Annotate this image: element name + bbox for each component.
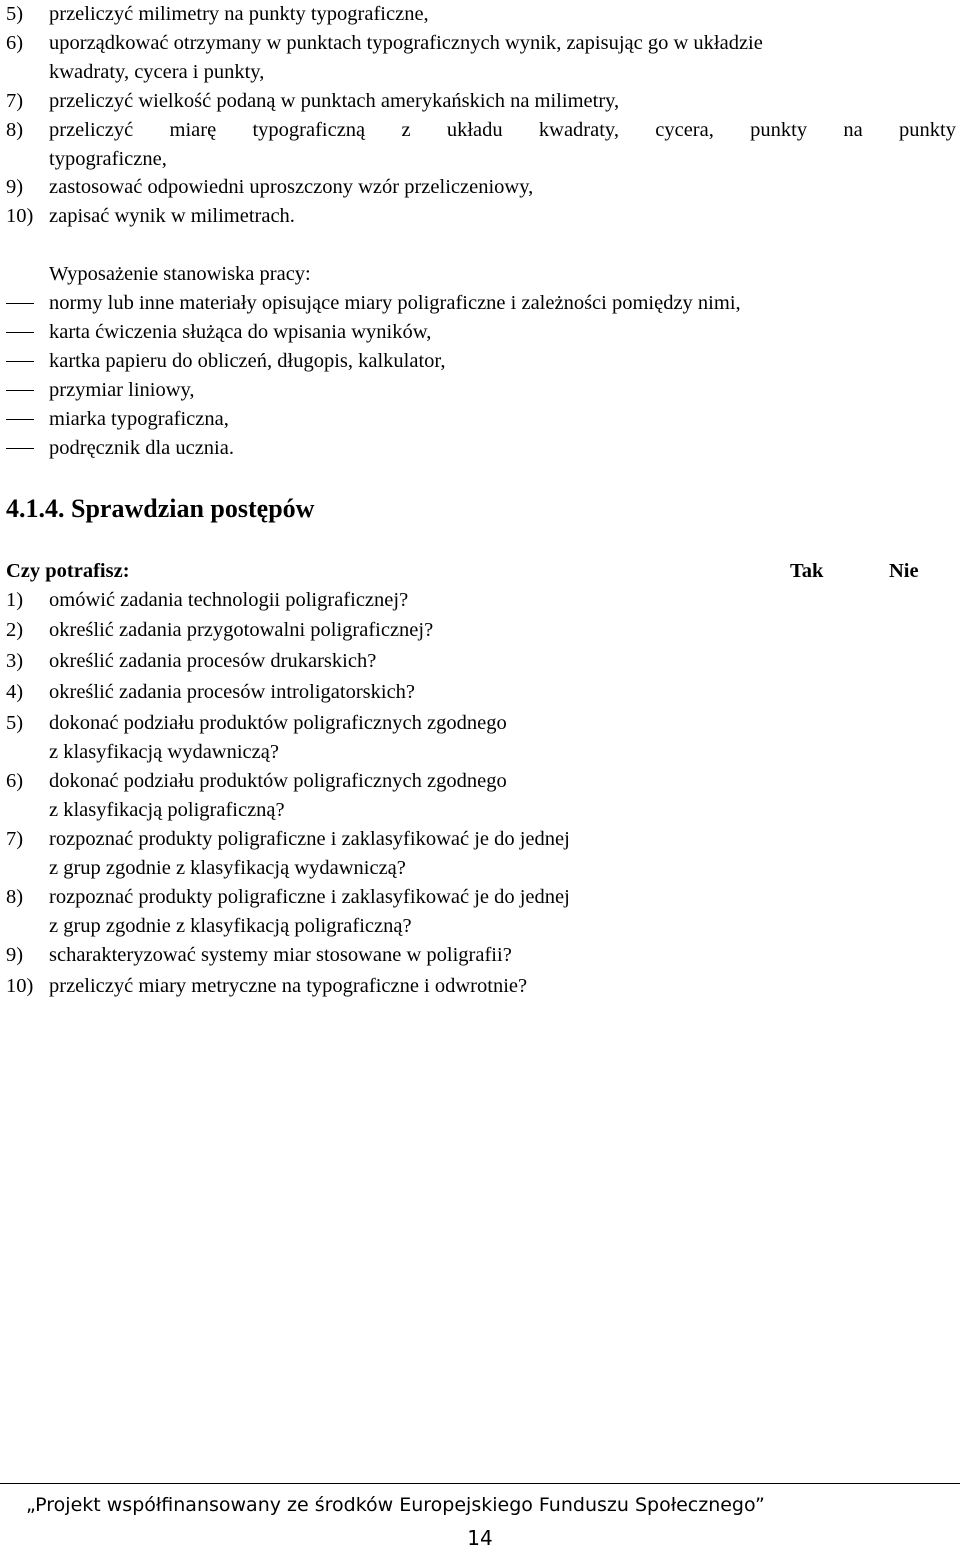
step-8-word: kwadraty, [538,119,619,141]
checklist-item-number: 9) [6,944,24,966]
checklist-item-text: dokonać podziału produktów poligraficznych zgodnego [49,770,507,792]
step-5-number: 5) [6,3,24,25]
section-number: 4.1.4. [6,494,65,523]
step-8-word: na [843,119,863,141]
checklist-item-number: 10) [6,975,34,997]
step-9-text: zastosować odpowiedni uproszczony wzór przeliczeniowy, [49,176,534,198]
equipment-item: normy lub inne materiały opisujące miary poligraficzne i zależności pomiędzy nimi, [49,292,741,314]
section-heading [6,496,314,522]
step-10-number: 10) [6,205,34,227]
step-5-text: przeliczyć milimetry na punkty typograficzne, [49,3,429,25]
checklist-item-text: określić zadania procesów introligatorskich? [49,681,416,703]
step-8-word: miarę [169,119,217,141]
checklist-item-text: rozpoznać produkty poligraficzne i zaklasyfikować je do jednej [49,886,570,908]
step-8-word: typograficzną [252,119,366,141]
footer-divider [0,1483,960,1484]
step-8-word: punkty [899,119,956,141]
step-8-word: przeliczyć [49,119,134,141]
checklist-item-text: przeliczyć miary metryczne na typograficzne i odwrotnie? [49,975,528,997]
checklist-item-text: scharakteryzować systemy miar stosowane w poligrafii? [49,944,512,966]
equipment-item: podręcznik dla ucznia. [49,437,234,459]
checklist-item-text: określić zadania procesów drukarskich? [49,650,377,672]
checklist-item-number: 7) [6,828,24,850]
equipment-item: kartka papieru do obliczeń, długopis, kalkulator, [49,350,446,372]
dash-bullet [6,448,34,449]
step-8-number: 8) [6,119,24,141]
checklist-item-number: 1) [6,589,24,611]
step-8-word: cycera, [655,119,714,141]
dash-bullet [6,390,34,391]
step-10-text: zapisać wynik w milimetrach. [49,205,295,227]
checklist-item-text: dokonać podziału produktów poligraficznych zgodnego [49,712,507,734]
checklist-item-text: omówić zadania technologii poligraficznej? [49,589,409,611]
checklist-item-number: 5) [6,712,24,734]
step-6-continuation: kwadraty, cycera i punkty, [49,61,265,83]
dash-bullet [6,361,34,362]
step-8-text [49,120,956,141]
checklist-item-number: 2) [6,619,24,641]
column-yes: Tak [790,560,824,582]
checklist-item-number: 3) [6,650,24,672]
dash-bullet [6,419,34,420]
step-8-word: z [401,119,411,141]
footer-project-note: „Projekt współfinansowany ze środków Europejskiego Funduszu Społecznego” [26,1494,765,1516]
checklist-question: Czy potrafisz: [6,560,130,582]
checklist-item-continuation: z grup zgodnie z klasyfikacją poligraficzną? [49,915,412,937]
step-9-number: 9) [6,176,24,198]
step-8-word: punkty [750,119,808,141]
checklist-item-number: 8) [6,886,24,908]
checklist-item-text: rozpoznać produkty poligraficzne i zaklasyfikować je do jednej [49,828,570,850]
equipment-heading: Wyposażenie stanowiska pracy: [49,263,311,285]
dash-bullet [6,303,34,304]
step-7-number: 7) [6,90,24,112]
step-6-text: uporządkować otrzymany w punktach typograficznych wynik, zapisując go w układzie [49,32,763,54]
step-8-word: układu [446,119,503,141]
equipment-item: karta ćwiczenia służąca do wpisania wyników, [49,321,432,343]
step-8-continuation: typograficzne, [49,148,167,170]
equipment-item: miarka typograficzna, [49,408,229,430]
step-7-text: przeliczyć wielkość podaną w punktach amerykańskich na milimetry, [49,90,620,112]
checklist-item-continuation: z klasyfikacją wydawniczą? [49,741,279,763]
checklist-item-number: 6) [6,770,24,792]
dash-bullet [6,332,34,333]
checklist-item-text: określić zadania przygotowalni poligraficznej? [49,619,434,641]
page-number: 14 [467,1526,493,1550]
step-6-number: 6) [6,32,24,54]
equipment-item: przymiar liniowy, [49,379,195,401]
section-title: Sprawdzian postępów [71,494,315,523]
checklist-item-continuation: z grup zgodnie z klasyfikacją wydawniczą? [49,857,406,879]
column-no: Nie [889,560,919,582]
checklist-item-continuation: z klasyfikacją poligraficzną? [49,799,285,821]
checklist-item-number: 4) [6,681,24,703]
